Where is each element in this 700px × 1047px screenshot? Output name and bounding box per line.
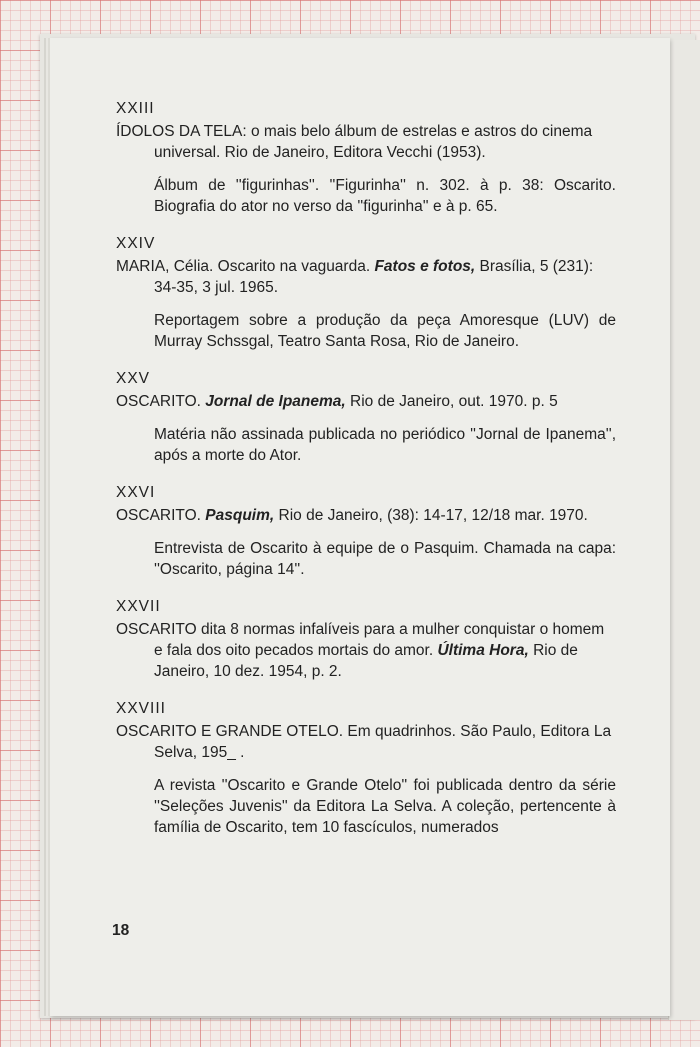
facing-page-edge: [668, 40, 700, 1020]
citation-lead: ÍDOLOS DA TELA:: [116, 123, 247, 140]
annotation: Entrevista de Oscarito à equipe de o Pasquim. Chamada na capa: ''Oscarito, página 14''.: [154, 540, 616, 578]
citation-title: Fatos e fotos,: [374, 258, 476, 275]
annotation: Álbum de ''figurinhas''. ''Figurinha'' n. 302. à p. 38: Oscarito. Biografia do ator no verso da ''figurinha'' e à p. 65.: [154, 177, 616, 215]
entry-number: XXVII: [116, 598, 161, 615]
bibliography-list: [116, 98, 616, 854]
page-number: 18: [112, 922, 130, 939]
citation-title: Pasquim,: [205, 507, 275, 524]
citation: [116, 619, 616, 682]
citation-rest: Rio de Janeiro, 10 dez. 1954, p. 2.: [154, 642, 578, 680]
citation: [116, 505, 616, 526]
citation: [116, 391, 616, 412]
citation-lead: OSCARITO dita 8 normas infalíveis para a mulher conquistar o homem e fala dos oito pecados mortais do amor.: [116, 621, 605, 659]
entry-xxiv: [116, 233, 616, 352]
citation-rest: Rio de Janeiro, (38): 14-17, 12/18 mar. 1970.: [274, 507, 588, 524]
citation: [116, 121, 616, 163]
citation-rest: Brasília, 5 (231): 34-35, 3 jul. 1965.: [154, 258, 594, 296]
entry-number: XXIII: [116, 100, 155, 117]
citation-title: Última Hora,: [437, 642, 529, 659]
citation-title: Jornal de Ipanema,: [205, 393, 346, 410]
citation-lead: OSCARITO.: [116, 507, 206, 524]
annotation: Reportagem sobre a produção da peça Amoresque (LUV) de Murray Schssgal, Teatro Santa Rosa, Rio de Janeiro.: [154, 312, 616, 350]
entry-xxvi: [116, 482, 616, 580]
citation-lead: OSCARITO.: [116, 393, 206, 410]
entry-xxiii: [116, 98, 616, 217]
citation-rest: Rio de Janeiro, out. 1970. p. 5: [345, 393, 558, 410]
entry-number: XXIV: [116, 235, 156, 252]
entry-xxvii: [116, 596, 616, 682]
entry-xxv: [116, 368, 616, 466]
citation: [116, 721, 616, 763]
citation-rest: o mais belo álbum de estrelas e astros do cinema universal. Rio de Janeiro, Editora Vecchi (1953).: [154, 123, 593, 161]
entry-number: XXVI: [116, 484, 156, 501]
entry-xxviii: [116, 698, 616, 838]
entry-number: XXVIII: [116, 700, 166, 717]
citation-lead: OSCARITO E GRANDE OTELO. Em quadrinhos. São Paulo, Editora La Selva, 195_ .: [116, 723, 612, 761]
citation-lead: MARIA, Célia. Oscarito na vaguarda.: [116, 258, 375, 275]
annotation: Matéria não assinada publicada no periódico ''Jornal de Ipanema'', após a morte do Ator.: [154, 426, 616, 464]
entry-number: XXV: [116, 370, 151, 387]
citation: [116, 256, 616, 298]
annotation: A revista ''Oscarito e Grande Otelo'' foi publicada dentro da série ''Seleções Juvenis'' da Editora La Selva. A coleção, pertencente à família de Oscarito, tem 10 fascículos, numerados: [154, 777, 616, 836]
book-page: [50, 38, 670, 1016]
